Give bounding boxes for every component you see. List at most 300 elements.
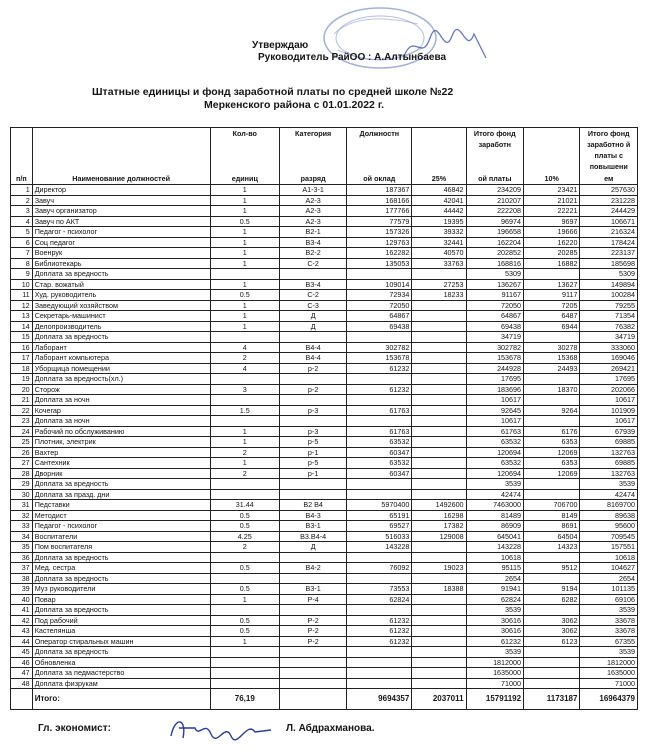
row-total: 185698 bbox=[580, 258, 638, 269]
row-salary: 60347 bbox=[347, 447, 412, 458]
row-pct25 bbox=[412, 489, 466, 500]
table-row bbox=[11, 321, 638, 332]
row-fund: 120694 bbox=[466, 447, 523, 458]
row-qty bbox=[210, 332, 279, 343]
row-num: 35 bbox=[11, 542, 33, 553]
row-salary bbox=[347, 269, 412, 280]
row-num: 41 bbox=[11, 605, 33, 616]
row-num: 19 bbox=[11, 374, 33, 385]
row-pct25 bbox=[412, 405, 466, 416]
row-salary: 177766 bbox=[347, 206, 412, 217]
row-num: 17 bbox=[11, 353, 33, 364]
row-name: Завуч организатор bbox=[32, 206, 210, 217]
row-pct25 bbox=[412, 447, 466, 458]
table-row bbox=[11, 342, 638, 353]
total-grand: 16964379 bbox=[580, 689, 638, 710]
row-category bbox=[280, 416, 347, 427]
row-num: 27 bbox=[11, 458, 33, 469]
row-category: Р-2 bbox=[280, 636, 347, 647]
row-category: В2-1 bbox=[280, 227, 347, 238]
row-pct25 bbox=[412, 416, 466, 427]
row-fund: 234209 bbox=[466, 185, 523, 196]
table-row bbox=[11, 332, 638, 343]
row-total: 257630 bbox=[580, 185, 638, 196]
row-salary: 69438 bbox=[347, 321, 412, 332]
row-salary: 60347 bbox=[347, 468, 412, 479]
row-pct10 bbox=[524, 647, 580, 658]
row-qty: 2 bbox=[210, 542, 279, 553]
row-fund: 63532 bbox=[466, 458, 523, 469]
row-salary: 143228 bbox=[347, 542, 412, 553]
row-name: Муз руководители bbox=[32, 584, 210, 595]
row-pct25: 18388 bbox=[412, 584, 466, 595]
row-category bbox=[280, 479, 347, 490]
row-fund: 153678 bbox=[466, 353, 523, 364]
row-pct10: 24493 bbox=[524, 363, 580, 374]
row-category bbox=[280, 332, 347, 343]
table-row bbox=[11, 416, 638, 427]
row-salary bbox=[347, 416, 412, 427]
row-pct25 bbox=[412, 426, 466, 437]
row-pct10 bbox=[524, 552, 580, 563]
row-pct10: 20285 bbox=[524, 248, 580, 259]
row-name: Под рабочий bbox=[32, 615, 210, 626]
row-pct10 bbox=[524, 657, 580, 668]
row-qty: 2 bbox=[210, 468, 279, 479]
row-name: Лаборант компьютера bbox=[32, 353, 210, 364]
row-total: 79255 bbox=[580, 300, 638, 311]
row-pct25 bbox=[412, 363, 466, 374]
row-pct10: 9512 bbox=[524, 563, 580, 574]
row-num: 4 bbox=[11, 216, 33, 227]
row-salary: 61232 bbox=[347, 615, 412, 626]
table-row bbox=[11, 573, 638, 584]
row-fund: 17695 bbox=[466, 374, 523, 385]
total-fund: 15791192 bbox=[466, 689, 523, 710]
row-name: Уборщица помещении bbox=[32, 363, 210, 374]
row-qty: 1 bbox=[210, 458, 279, 469]
row-pct10: 19666 bbox=[524, 227, 580, 238]
row-pct25 bbox=[412, 542, 466, 553]
row-category: В3-4 bbox=[280, 279, 347, 290]
row-category: Д bbox=[280, 542, 347, 553]
row-pct25 bbox=[412, 332, 466, 343]
row-num: 18 bbox=[11, 363, 33, 374]
row-pct25 bbox=[412, 479, 466, 490]
row-total: 709545 bbox=[580, 531, 638, 542]
row-category bbox=[280, 374, 347, 385]
row-category: р-1 bbox=[280, 447, 347, 458]
row-qty: 1 bbox=[210, 426, 279, 437]
row-name: Военрук bbox=[32, 248, 210, 259]
row-pct10: 12069 bbox=[524, 447, 580, 458]
header-salary-bottom: ой оклад bbox=[347, 172, 412, 185]
row-qty: 1 bbox=[210, 300, 279, 311]
row-num: 9 bbox=[11, 269, 33, 280]
total-num bbox=[11, 689, 33, 710]
row-salary: 76092 bbox=[347, 563, 412, 574]
row-salary: 153678 bbox=[347, 353, 412, 364]
row-salary: 64867 bbox=[347, 311, 412, 322]
row-pct25: 18233 bbox=[412, 290, 466, 301]
row-total: 33678 bbox=[580, 626, 638, 637]
header-pct10-spacer bbox=[524, 128, 580, 173]
row-name: Заведующий хозяйством bbox=[32, 300, 210, 311]
row-fund: 92645 bbox=[466, 405, 523, 416]
row-salary: 187367 bbox=[347, 185, 412, 196]
row-num: 32 bbox=[11, 510, 33, 521]
table-row bbox=[11, 237, 638, 248]
row-qty: 1 bbox=[210, 206, 279, 217]
row-name: Доплата за вредность bbox=[32, 479, 210, 490]
row-name: Дворник bbox=[32, 468, 210, 479]
row-num: 2 bbox=[11, 195, 33, 206]
table-row bbox=[11, 216, 638, 227]
row-qty bbox=[210, 416, 279, 427]
row-name: Делопроизводитель bbox=[32, 321, 210, 332]
row-pct25 bbox=[412, 342, 466, 353]
row-pct25: 19395 bbox=[412, 216, 466, 227]
row-pct10: 3062 bbox=[524, 615, 580, 626]
row-name: Педагог - психолог bbox=[32, 521, 210, 532]
row-fund: 2654 bbox=[466, 573, 523, 584]
row-num: 10 bbox=[11, 279, 33, 290]
row-num: 47 bbox=[11, 668, 33, 679]
row-total: 104627 bbox=[580, 563, 638, 574]
row-num: 15 bbox=[11, 332, 33, 343]
row-name: Сантехник bbox=[32, 458, 210, 469]
row-category bbox=[280, 573, 347, 584]
row-total: 69885 bbox=[580, 458, 638, 469]
header-fund-bottom: ой платы bbox=[466, 172, 523, 185]
title-line-1: Штатные единицы и фонд заработной платы по средней школе №22 bbox=[92, 86, 454, 98]
row-num: 33 bbox=[11, 521, 33, 532]
row-fund: 71000 bbox=[466, 678, 523, 689]
row-pct10: 16220 bbox=[524, 237, 580, 248]
row-category bbox=[280, 668, 347, 679]
row-pct10: 7205 bbox=[524, 300, 580, 311]
table-row bbox=[11, 206, 638, 217]
row-pct25: 27253 bbox=[412, 279, 466, 290]
row-fund: 244928 bbox=[466, 363, 523, 374]
table-row bbox=[11, 353, 638, 364]
row-num: 11 bbox=[11, 290, 33, 301]
row-name: Доплата за ночн bbox=[32, 395, 210, 406]
row-total: 69885 bbox=[580, 437, 638, 448]
row-salary: 61232 bbox=[347, 636, 412, 647]
row-total: 10617 bbox=[580, 395, 638, 406]
row-pct10: 6123 bbox=[524, 636, 580, 647]
row-qty: 0.5 bbox=[210, 584, 279, 595]
row-salary bbox=[347, 657, 412, 668]
row-pct10: 6176 bbox=[524, 426, 580, 437]
row-qty bbox=[210, 647, 279, 658]
row-qty: 0.5 bbox=[210, 615, 279, 626]
row-num: 37 bbox=[11, 563, 33, 574]
row-qty: 2 bbox=[210, 353, 279, 364]
row-category: А1-3-1 bbox=[280, 185, 347, 196]
row-total: 244429 bbox=[580, 206, 638, 217]
row-pct25 bbox=[412, 636, 466, 647]
table-row bbox=[11, 447, 638, 458]
row-category: р-1 bbox=[280, 468, 347, 479]
staff-table bbox=[10, 127, 638, 710]
row-name: Пом воспитателя bbox=[32, 542, 210, 553]
row-fund: 3539 bbox=[466, 605, 523, 616]
row-qty: 3 bbox=[210, 384, 279, 395]
row-qty: 4 bbox=[210, 342, 279, 353]
row-name: Директор bbox=[32, 185, 210, 196]
row-name: Кастелянша bbox=[32, 626, 210, 637]
row-category: р-3 bbox=[280, 426, 347, 437]
row-fund: 210207 bbox=[466, 195, 523, 206]
row-qty: 1 bbox=[210, 636, 279, 647]
row-salary bbox=[347, 395, 412, 406]
table-row bbox=[11, 458, 638, 469]
row-qty: 1 bbox=[210, 594, 279, 605]
row-salary bbox=[347, 489, 412, 500]
header-grade: разряд bbox=[280, 172, 347, 185]
table-row bbox=[11, 405, 638, 416]
row-salary: 61763 bbox=[347, 426, 412, 437]
header-num: п/п bbox=[11, 172, 33, 185]
row-total: 33678 bbox=[580, 615, 638, 626]
table-row bbox=[11, 636, 638, 647]
economist-name: Л. Абдрахманова. bbox=[286, 723, 375, 734]
row-category: В3.В4-4 bbox=[280, 531, 347, 542]
row-salary: 135053 bbox=[347, 258, 412, 269]
row-salary: 73553 bbox=[347, 584, 412, 595]
total-pct25: 2037011 bbox=[412, 689, 466, 710]
row-num: 44 bbox=[11, 636, 33, 647]
row-qty bbox=[210, 668, 279, 679]
row-name: Доплата за празд. дни bbox=[32, 489, 210, 500]
row-qty: 0.5 bbox=[210, 216, 279, 227]
row-total: 2654 bbox=[580, 573, 638, 584]
row-pct25 bbox=[412, 384, 466, 395]
row-name: Стар. вожатый bbox=[32, 279, 210, 290]
row-fund: 42474 bbox=[466, 489, 523, 500]
row-pct25 bbox=[412, 573, 466, 584]
row-num: 14 bbox=[11, 321, 33, 332]
row-pct10: 9194 bbox=[524, 584, 580, 595]
row-qty: 1 bbox=[210, 321, 279, 332]
row-name: Доплата за вредность bbox=[32, 647, 210, 658]
row-category: р-5 bbox=[280, 437, 347, 448]
row-name: Доплата за вредность bbox=[32, 573, 210, 584]
row-fund: 10617 bbox=[466, 395, 523, 406]
row-name: Мед. сестра bbox=[32, 563, 210, 574]
row-total: 34719 bbox=[580, 332, 638, 343]
row-pct25: 32441 bbox=[412, 237, 466, 248]
row-pct10: 6282 bbox=[524, 594, 580, 605]
row-salary: 5970400 bbox=[347, 500, 412, 511]
row-fund: 1635000 bbox=[466, 668, 523, 679]
row-salary: 72050 bbox=[347, 300, 412, 311]
row-salary: 168166 bbox=[347, 195, 412, 206]
row-category bbox=[280, 647, 347, 658]
row-num: 6 bbox=[11, 237, 33, 248]
row-pct25 bbox=[412, 437, 466, 448]
row-fund: 81489 bbox=[466, 510, 523, 521]
row-name: Доплата за вредность(хл.) bbox=[32, 374, 210, 385]
row-num: 22 bbox=[11, 405, 33, 416]
row-total: 71000 bbox=[580, 678, 638, 689]
row-salary: 63532 bbox=[347, 437, 412, 448]
row-pct25 bbox=[412, 353, 466, 364]
row-name: Оператор стиральных машин bbox=[32, 636, 210, 647]
row-category: Д bbox=[280, 321, 347, 332]
row-pct10 bbox=[524, 395, 580, 406]
row-name: Доплата за вредность bbox=[32, 605, 210, 616]
row-total: 69106 bbox=[580, 594, 638, 605]
row-fund: 136267 bbox=[466, 279, 523, 290]
row-qty: 0.5 bbox=[210, 563, 279, 574]
row-pct10 bbox=[524, 269, 580, 280]
row-fund: 1812000 bbox=[466, 657, 523, 668]
table-row bbox=[11, 657, 638, 668]
row-salary bbox=[347, 647, 412, 658]
row-fund: 61763 bbox=[466, 426, 523, 437]
row-total: 8169700 bbox=[580, 500, 638, 511]
row-total: 202066 bbox=[580, 384, 638, 395]
table-row bbox=[11, 311, 638, 322]
header-category: Категория bbox=[280, 128, 347, 173]
row-num: 30 bbox=[11, 489, 33, 500]
footer bbox=[38, 723, 375, 734]
row-qty bbox=[210, 573, 279, 584]
row-name: Библиотекарь bbox=[32, 258, 210, 269]
row-name: Рабочий по обслуживанию bbox=[32, 426, 210, 437]
row-qty: 1 bbox=[210, 237, 279, 248]
row-salary: 77579 bbox=[347, 216, 412, 227]
row-salary bbox=[347, 552, 412, 563]
title-line-2: Меркенского района с 01.01.2022 г. bbox=[204, 99, 385, 111]
row-category: Р-2 bbox=[280, 626, 347, 637]
row-salary bbox=[347, 678, 412, 689]
row-category bbox=[280, 489, 347, 500]
row-pct10 bbox=[524, 489, 580, 500]
table-row bbox=[11, 395, 638, 406]
header-qty-unit: единиц bbox=[210, 172, 279, 185]
row-category: В4-2 bbox=[280, 563, 347, 574]
row-qty bbox=[210, 657, 279, 668]
row-total: 1812000 bbox=[580, 657, 638, 668]
row-pct25 bbox=[412, 269, 466, 280]
row-pct25 bbox=[412, 605, 466, 616]
total-category bbox=[280, 689, 347, 710]
row-fund: 302782 bbox=[466, 342, 523, 353]
header-num-spacer bbox=[11, 128, 33, 173]
row-category bbox=[280, 395, 347, 406]
row-qty: 1 bbox=[210, 311, 279, 322]
row-total: 76382 bbox=[580, 321, 638, 332]
table-row bbox=[11, 521, 638, 532]
row-pct25 bbox=[412, 552, 466, 563]
row-pct25: 16298 bbox=[412, 510, 466, 521]
row-name: Обновленка bbox=[32, 657, 210, 668]
row-pct10: 706700 bbox=[524, 500, 580, 511]
row-qty: 1 bbox=[210, 258, 279, 269]
row-pct10: 9117 bbox=[524, 290, 580, 301]
row-pct10: 15368 bbox=[524, 353, 580, 364]
row-salary: 61232 bbox=[347, 626, 412, 637]
row-name: Завуч по АКТ bbox=[32, 216, 210, 227]
economist-role: Гл. экономист: bbox=[38, 723, 111, 734]
row-pct25: 1492600 bbox=[412, 500, 466, 511]
row-name: Педставки bbox=[32, 500, 210, 511]
table-row bbox=[11, 563, 638, 574]
row-pct10: 6353 bbox=[524, 437, 580, 448]
row-fund: 95115 bbox=[466, 563, 523, 574]
table-row bbox=[11, 227, 638, 238]
table-row bbox=[11, 531, 638, 542]
row-salary: 72934 bbox=[347, 290, 412, 301]
row-num: 38 bbox=[11, 573, 33, 584]
table-row bbox=[11, 542, 638, 553]
row-qty bbox=[210, 605, 279, 616]
row-pct10: 8691 bbox=[524, 521, 580, 532]
row-name: Соц педагог bbox=[32, 237, 210, 248]
header-pct25-spacer bbox=[412, 128, 466, 173]
total-row bbox=[11, 689, 638, 710]
row-salary bbox=[347, 573, 412, 584]
row-qty: 2 bbox=[210, 447, 279, 458]
row-name: Повар bbox=[32, 594, 210, 605]
row-fund: 64867 bbox=[466, 311, 523, 322]
row-fund: 30616 bbox=[466, 615, 523, 626]
row-pct10: 6353 bbox=[524, 458, 580, 469]
row-fund: 162204 bbox=[466, 237, 523, 248]
row-fund: 645041 bbox=[466, 531, 523, 542]
row-pct25 bbox=[412, 615, 466, 626]
row-fund: 183696 bbox=[466, 384, 523, 395]
row-num: 42 bbox=[11, 615, 33, 626]
row-pct25: 44442 bbox=[412, 206, 466, 217]
row-total: 132763 bbox=[580, 447, 638, 458]
row-salary bbox=[347, 332, 412, 343]
row-total: 3539 bbox=[580, 605, 638, 616]
row-category bbox=[280, 657, 347, 668]
row-num: 45 bbox=[11, 647, 33, 658]
row-pct25 bbox=[412, 374, 466, 385]
row-total: 101909 bbox=[580, 405, 638, 416]
economist-signature bbox=[165, 712, 277, 746]
row-name: Воспитатели bbox=[32, 531, 210, 542]
approval-signatory: Руководитель РайОО : А.Алтынбаева bbox=[258, 52, 447, 63]
row-category bbox=[280, 269, 347, 280]
row-total: 95600 bbox=[580, 521, 638, 532]
row-total: 269421 bbox=[580, 363, 638, 374]
row-qty: 4.25 bbox=[210, 531, 279, 542]
table-row bbox=[11, 195, 638, 206]
row-pct25: 19023 bbox=[412, 563, 466, 574]
row-pct10: 64504 bbox=[524, 531, 580, 542]
table-row bbox=[11, 384, 638, 395]
row-pct25 bbox=[412, 678, 466, 689]
row-name: Доплата за ночн bbox=[32, 416, 210, 427]
table-row bbox=[11, 489, 638, 500]
row-pct10: 22221 bbox=[524, 206, 580, 217]
row-qty: 1 bbox=[210, 248, 279, 259]
row-salary: 69527 bbox=[347, 521, 412, 532]
row-pct10: 6944 bbox=[524, 321, 580, 332]
row-name: Методист bbox=[32, 510, 210, 521]
row-pct10 bbox=[524, 479, 580, 490]
row-total: 106671 bbox=[580, 216, 638, 227]
row-total: 149894 bbox=[580, 279, 638, 290]
row-fund: 72050 bbox=[466, 300, 523, 311]
